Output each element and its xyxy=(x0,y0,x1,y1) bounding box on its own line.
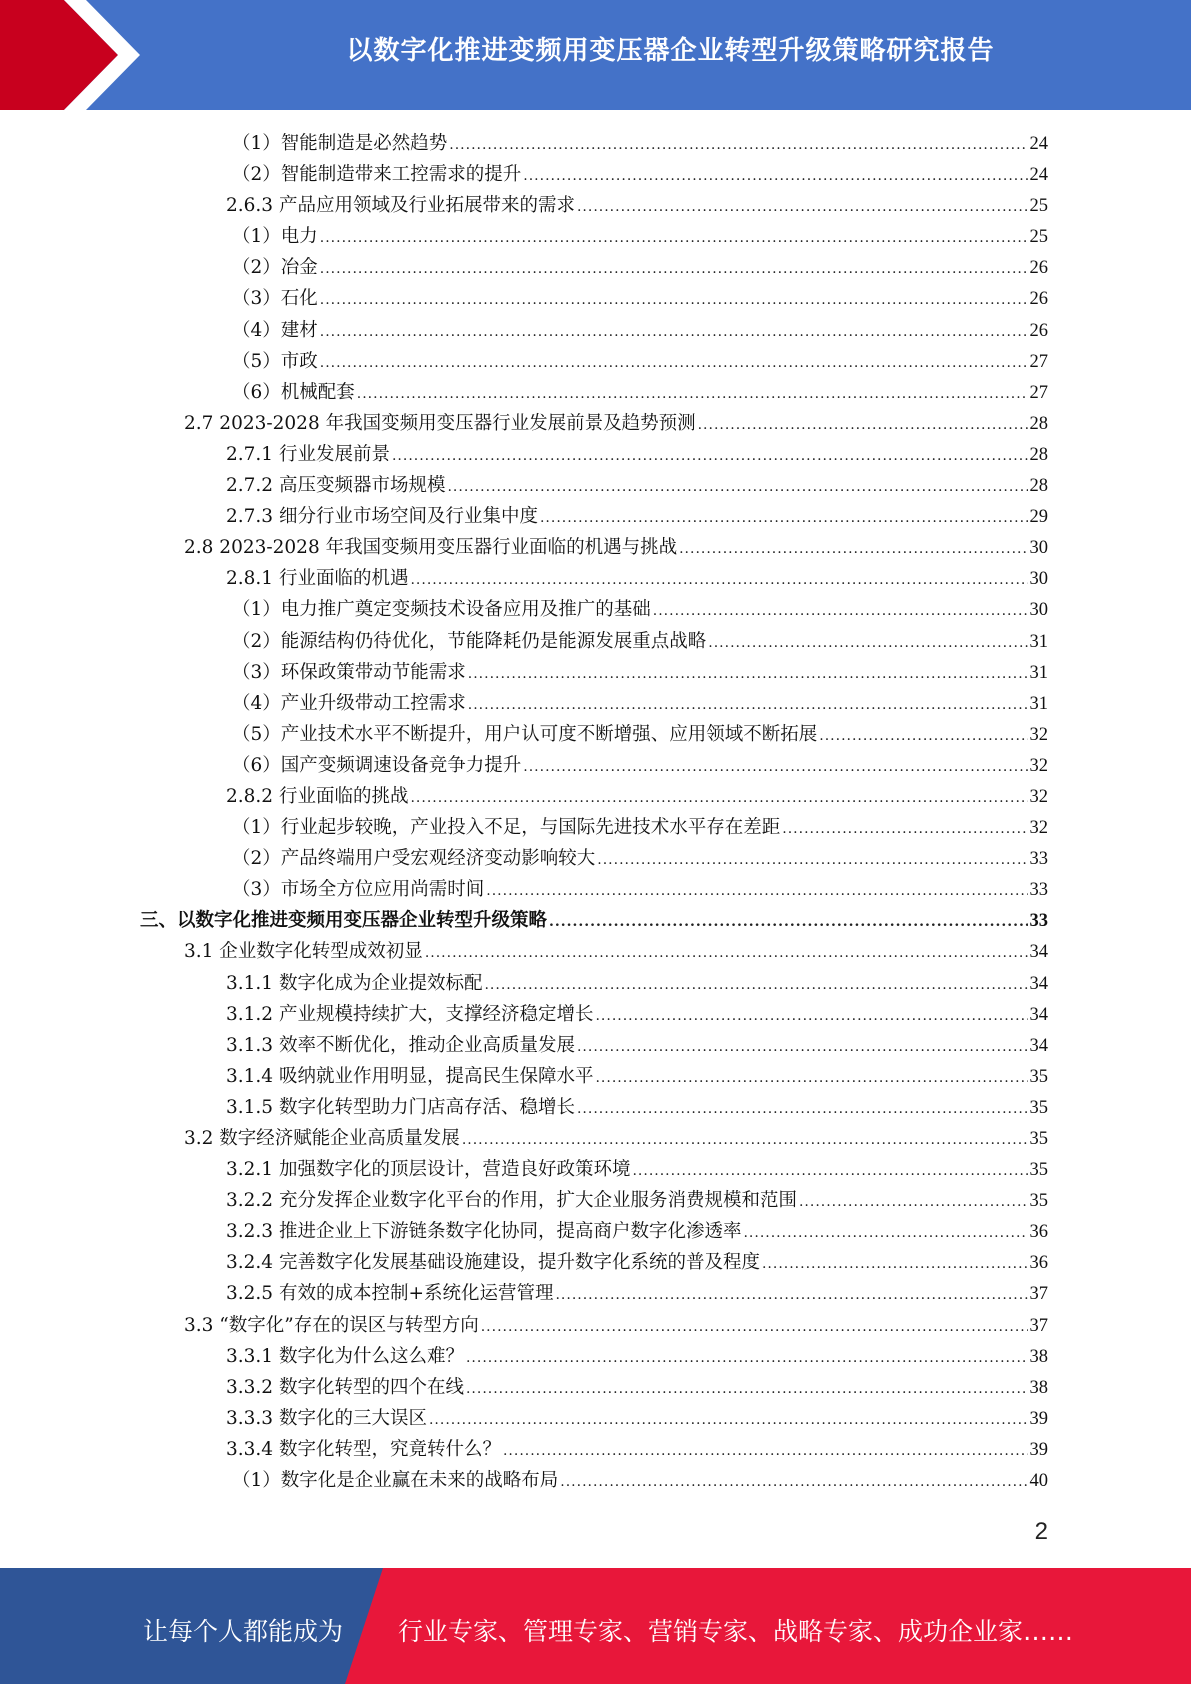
toc-entry-title: （3）石化 xyxy=(232,288,318,310)
toc-entry-title: （5）产业技术水平不断提升，用户认可度不断增强、应用领域不断拓展 xyxy=(232,723,818,745)
toc-dot-leader xyxy=(320,317,1028,348)
toc-dot-leader xyxy=(449,130,1027,161)
toc-entry-title: （3）市场全方位应用尚需时间 xyxy=(232,879,485,901)
footer-slogan-left: 让每个人都能成为 xyxy=(143,1617,344,1646)
toc-entry-title: （6）国产变频调速设备竞争力提升 xyxy=(232,754,522,776)
toc-dot-leader xyxy=(560,1467,1027,1498)
toc-entry[interactable] xyxy=(140,439,1048,470)
toc-entry[interactable] xyxy=(140,1278,1048,1309)
toc-entry-page: 31 xyxy=(1029,631,1048,652)
toc-entry[interactable] xyxy=(140,750,1048,781)
toc-entry-page: 35 xyxy=(1029,1129,1048,1149)
toc-dot-leader xyxy=(577,192,1028,223)
toc-dot-leader xyxy=(597,845,1027,876)
toc-dot-leader xyxy=(523,752,1027,783)
toc-entry-page: 25 xyxy=(1029,196,1048,217)
toc-entry[interactable] xyxy=(140,1434,1048,1465)
toc-entry-title: 3.1.2 产业规模持续扩大，支撑经济稳定增长 xyxy=(226,1003,594,1025)
toc-dot-leader xyxy=(481,1312,1028,1343)
toc-entry[interactable] xyxy=(140,812,1048,843)
toc-entry-page: 31 xyxy=(1029,662,1048,683)
toc-entry-title: （4）产业升级带动工控需求 xyxy=(232,692,466,714)
toc-entry[interactable] xyxy=(140,1216,1048,1247)
toc-dot-leader xyxy=(799,1187,1028,1218)
toc-entry-page: 35 xyxy=(1029,1160,1048,1181)
toc-dot-leader xyxy=(484,970,1027,1001)
toc-entry[interactable] xyxy=(140,501,1048,532)
toc-entry-title: （1）电力推广奠定变频技术设备应用及推广的基础 xyxy=(232,599,651,621)
toc-entry-page: 40 xyxy=(1029,1471,1048,1492)
toc-dot-leader xyxy=(486,876,1027,907)
toc-dot-leader xyxy=(762,1249,1028,1280)
toc-dot-leader xyxy=(577,1032,1028,1063)
toc-entry[interactable] xyxy=(140,905,1048,936)
toc-entry[interactable] xyxy=(140,688,1048,719)
toc-entry[interactable] xyxy=(140,1154,1048,1185)
toc-dot-leader xyxy=(549,907,1027,938)
toc-entry-page: 31 xyxy=(1029,693,1048,714)
toc-dot-leader xyxy=(320,254,1028,285)
footer-slogan-right: 行业专家、管理专家、营销专家、战略专家、成功企业家…… xyxy=(398,1617,1074,1646)
toc-entry-title: 3.3.1 数字化为什么这么难？ xyxy=(226,1345,464,1367)
toc-dot-leader xyxy=(653,596,1028,627)
toc-entry-page: 30 xyxy=(1029,538,1048,559)
toc-entry[interactable] xyxy=(140,1310,1048,1341)
toc-entry-page: 26 xyxy=(1029,258,1048,279)
toc-entry-page: 33 xyxy=(1029,911,1048,932)
toc-entry-title: （6）机械配套 xyxy=(232,381,355,403)
toc-entry-page: 39 xyxy=(1029,1408,1048,1429)
toc-entry-page: 35 xyxy=(1029,1097,1048,1118)
toc-entry[interactable] xyxy=(140,626,1048,657)
toc-dot-leader xyxy=(540,503,1028,534)
toc-entry-page: 38 xyxy=(1029,1346,1048,1367)
toc-entry-title: （3）环保政策带动节能需求 xyxy=(232,661,466,683)
toc-entry-title: 3.2.5 有效的成本控制+系统化运营管理 xyxy=(226,1283,554,1305)
toc-entry-title: 3.3.4 数字化转型，究竟转什么？ xyxy=(226,1438,501,1460)
toc-entry-page: 38 xyxy=(1029,1377,1048,1398)
toc-dot-leader xyxy=(447,472,1027,503)
toc-entry-page: 30 xyxy=(1029,600,1048,621)
toc-entry-title: （1）数字化是企业赢在未来的战略布局 xyxy=(232,1470,559,1492)
toc-dot-leader xyxy=(782,814,1027,845)
toc-dot-leader xyxy=(410,565,1027,596)
toc-dot-leader xyxy=(429,1405,1028,1436)
toc-entry-page: 33 xyxy=(1029,880,1048,901)
toc-entry-page: 34 xyxy=(1029,1004,1048,1025)
toc-entry[interactable] xyxy=(140,346,1048,377)
toc-entry-title: 3.2.4 完善数字化发展基础设施建设，提升数字化系统的普及程度 xyxy=(226,1252,760,1274)
toc-dot-leader xyxy=(320,348,1028,379)
toc-entry-page: 37 xyxy=(1029,1284,1048,1305)
toc-entry-title: 2.7.2 高压变频器市场规模 xyxy=(226,475,446,497)
toc-entry-page: 34 xyxy=(1029,942,1048,963)
toc-entry-title: 三、以数字化推进变频用变压器企业转型升级策略 xyxy=(140,910,548,932)
toc-dot-leader xyxy=(462,1125,1028,1156)
toc-entry-title: 3.1 企业数字化转型成效初显 xyxy=(184,941,423,963)
toc-entry-title: （2）能源结构仍待优化，节能降耗仍是能源发展重点战略 xyxy=(232,630,707,652)
toc-entry[interactable] xyxy=(140,315,1048,346)
toc-entry[interactable] xyxy=(140,1403,1048,1434)
toc-entry-page: 28 xyxy=(1029,413,1048,434)
toc-entry-page: 33 xyxy=(1029,849,1048,870)
toc-entry[interactable] xyxy=(140,1247,1048,1278)
toc-entry-title: 2.7.3 细分行业市场空间及行业集中度 xyxy=(226,506,538,528)
toc-entry-title: 3.3.2 数字化转型的四个在线 xyxy=(226,1376,464,1398)
toc-entry-title: 2.8 2023-2028 年我国变频用变压器行业面临的机遇与挑战 xyxy=(184,537,678,559)
toc-dot-leader xyxy=(632,1156,1027,1187)
toc-entry-title: （5）市政 xyxy=(232,350,318,372)
toc-entry-page: 32 xyxy=(1029,724,1048,745)
toc-entry-page: 32 xyxy=(1029,786,1048,807)
toc-entry-title: 3.2.1 加强数字化的顶层设计，营造良好政策环境 xyxy=(226,1159,631,1181)
toc-entry-page: 34 xyxy=(1029,973,1048,994)
toc-dot-leader xyxy=(392,441,1028,472)
toc-entry[interactable] xyxy=(140,968,1048,999)
toc-entry-title: 3.1.3 效率不断优化，推动企业高质量发展 xyxy=(226,1034,575,1056)
toc-entry-page: 24 xyxy=(1029,134,1048,154)
toc-entry[interactable] xyxy=(140,1061,1048,1092)
toc-entry-page: 25 xyxy=(1029,227,1048,248)
toc-entry-title: （2）智能制造带来工控需求的提升 xyxy=(232,164,522,186)
toc-entry[interactable] xyxy=(140,283,1048,314)
toc-dot-leader xyxy=(320,223,1028,254)
toc-dot-leader xyxy=(743,1218,1027,1249)
toc-entry-title: 2.8.1 行业面临的机遇 xyxy=(226,568,409,590)
toc-entry-title: 3.1.1 数字化成为企业提效标配 xyxy=(226,972,483,994)
toc-entry[interactable] xyxy=(140,1341,1048,1372)
toc-entry-title: 2.7 2023-2028 年我国变频用变压器行业发展前景及趋势预测 xyxy=(184,412,696,434)
toc-entry[interactable] xyxy=(140,1123,1048,1154)
toc-dot-leader xyxy=(466,1374,1028,1405)
toc-entry-title: 2.6.3 产品应用领域及行业拓展带来的需求 xyxy=(226,195,575,217)
toc-entry-title: （2）冶金 xyxy=(232,257,318,279)
toc-dot-leader xyxy=(708,628,1027,659)
report-header xyxy=(0,0,1191,110)
header-chevron-decoration xyxy=(0,0,160,110)
toc-entry-title: 3.2 数字经济赋能企业高质量发展 xyxy=(184,1128,460,1149)
toc-dot-leader xyxy=(410,783,1027,814)
toc-entry[interactable] xyxy=(140,408,1048,439)
report-title: 以数字化推进变频用变压器企业转型升级策略研究报告 xyxy=(346,36,995,66)
toc-dot-leader xyxy=(595,1001,1027,1032)
toc-entry[interactable] xyxy=(140,594,1048,625)
toc-entry-page: 35 xyxy=(1029,1191,1048,1212)
toc-entry[interactable] xyxy=(140,252,1048,283)
toc-entry[interactable] xyxy=(140,221,1048,252)
toc-entry-page: 27 xyxy=(1029,382,1048,403)
toc-dot-leader xyxy=(503,1436,1028,1467)
toc-entry[interactable] xyxy=(140,532,1048,563)
toc-entry-page: 36 xyxy=(1029,1222,1048,1243)
toc-dot-leader xyxy=(679,534,1027,565)
toc-entry[interactable] xyxy=(140,190,1048,221)
toc-dot-leader xyxy=(523,161,1027,192)
page-number: 2 xyxy=(1034,1518,1048,1545)
toc-entry-page: 28 xyxy=(1029,476,1048,497)
toc-dot-leader xyxy=(357,379,1028,410)
toc-entry-page: 29 xyxy=(1029,507,1048,528)
toc-entry[interactable] xyxy=(140,1372,1048,1403)
toc-entry-page: 30 xyxy=(1029,569,1048,590)
toc-entry[interactable] xyxy=(140,781,1048,812)
toc-entry-page: 26 xyxy=(1029,320,1048,341)
toc-dot-leader xyxy=(698,410,1028,441)
toc-entry-title: 3.2.2 充分发挥企业数字化平台的作用，扩大企业服务消费规模和范围 xyxy=(226,1190,797,1212)
toc-entry-title: 2.8.2 行业面临的挑战 xyxy=(226,785,409,807)
toc-entry-page: 34 xyxy=(1029,1035,1048,1056)
toc-dot-leader xyxy=(555,1280,1027,1311)
toc-entry-title: （1）电力 xyxy=(232,226,318,248)
toc-entry[interactable] xyxy=(140,563,1048,594)
toc-entry[interactable] xyxy=(140,1092,1048,1123)
toc-entry[interactable] xyxy=(140,874,1048,905)
toc-dot-leader xyxy=(595,1063,1027,1094)
toc-entry[interactable] xyxy=(140,936,1048,967)
toc-entry[interactable] xyxy=(140,159,1048,190)
toc-entry-page: 24 xyxy=(1029,165,1048,186)
toc-entry-page: 37 xyxy=(1029,1315,1048,1336)
toc-entry-title: 3.3 “数字化”存在的误区与转型方向 xyxy=(184,1314,479,1336)
toc-dot-leader xyxy=(466,1343,1028,1374)
toc-dot-leader xyxy=(577,1094,1028,1125)
toc-entry-page: 28 xyxy=(1029,444,1048,465)
toc-entry-title: 3.2.3 推进企业上下游链条数字化协同，提高商户数字化渗透率 xyxy=(226,1221,742,1243)
toc-entry-page: 27 xyxy=(1029,351,1048,372)
toc-entry[interactable] xyxy=(140,377,1048,408)
table-of-contents xyxy=(140,128,1048,1496)
toc-entry-title: 3.1.5 数字化转型助力门店高存活、稳增长 xyxy=(226,1096,575,1118)
toc-entry[interactable] xyxy=(140,1465,1048,1496)
toc-dot-leader xyxy=(468,659,1028,690)
toc-entry-title: （4）建材 xyxy=(232,319,318,341)
toc-entry[interactable] xyxy=(140,128,1048,159)
toc-entry[interactable] xyxy=(140,657,1048,688)
toc-entry-title: 3.1.4 吸纳就业作用明显，提高民生保障水平 xyxy=(226,1065,594,1087)
toc-entry[interactable] xyxy=(140,843,1048,874)
toc-entry[interactable] xyxy=(140,1030,1048,1061)
toc-entry-title: 3.3.3 数字化的三大误区 xyxy=(226,1407,427,1429)
toc-entry-title: 2.7.1 行业发展前景 xyxy=(226,443,390,465)
toc-dot-leader xyxy=(468,690,1028,721)
toc-dot-leader xyxy=(320,285,1028,316)
toc-entry-page: 36 xyxy=(1029,1253,1048,1274)
toc-entry-title: （1）智能制造是必然趋势 xyxy=(232,133,448,154)
toc-entry[interactable] xyxy=(140,999,1048,1030)
toc-dot-leader xyxy=(425,938,1028,969)
toc-entry[interactable] xyxy=(140,470,1048,501)
toc-entry-page: 26 xyxy=(1029,289,1048,310)
toc-entry[interactable] xyxy=(140,1185,1048,1216)
toc-dot-leader xyxy=(819,721,1027,752)
toc-entry-page: 39 xyxy=(1029,1439,1048,1460)
toc-entry[interactable] xyxy=(140,719,1048,750)
toc-entry-page: 32 xyxy=(1029,818,1048,839)
toc-entry-title: （1）行业起步较晚，产业投入不足，与国际先进技术水平存在差距 xyxy=(232,817,781,839)
report-footer xyxy=(0,1568,1191,1684)
toc-entry-page: 35 xyxy=(1029,1066,1048,1087)
toc-entry-page: 32 xyxy=(1029,755,1048,776)
toc-entry-title: （2）产品终端用户受宏观经济变动影响较大 xyxy=(232,848,596,870)
